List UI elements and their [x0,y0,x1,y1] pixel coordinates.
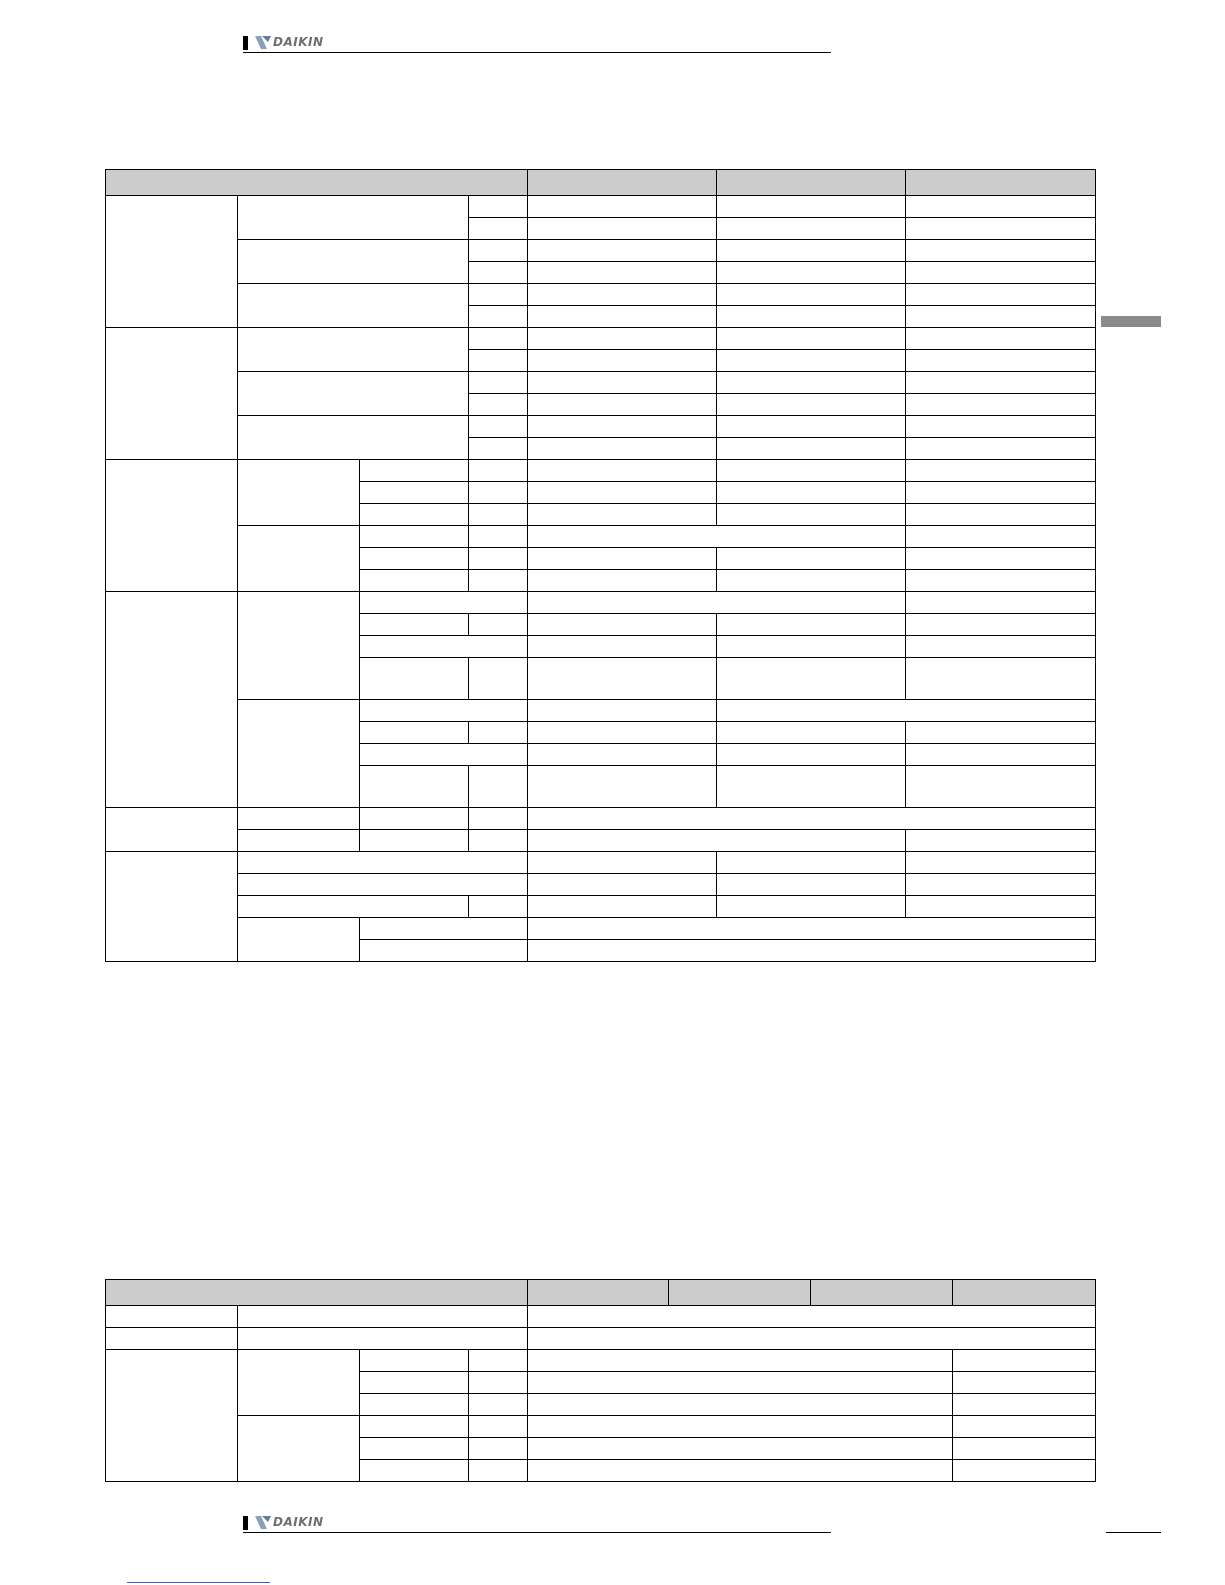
table-header-row [106,170,1096,196]
table-cell [717,766,906,808]
table-cell [360,808,469,830]
table-cell [528,548,717,570]
table-cell [906,830,1096,852]
table-cell [906,394,1096,416]
table-cell [360,1460,469,1482]
table-cell [469,372,528,394]
table-cell [906,722,1096,744]
table-cell [906,262,1096,284]
table-row [106,416,1096,438]
table-row [106,700,1096,722]
table-cell [469,570,528,592]
table-cell [717,570,906,592]
table-cell [717,328,906,350]
table-cell [238,830,360,852]
table-cell [238,240,469,284]
footer-marker [243,1516,248,1530]
daikin-logo-icon [255,36,271,49]
table-cell [238,808,360,830]
table-row [106,1328,1096,1350]
table-cell [360,700,528,722]
table-row [106,592,1096,614]
header-cell [906,170,1096,196]
table-cell [953,1394,1096,1416]
table-cell [528,940,1096,962]
table-cell [528,700,717,722]
table-cell [360,1394,469,1416]
table-cell [953,1350,1096,1372]
table-cell [717,658,906,700]
header-cell [953,1280,1096,1306]
table-cell [528,1438,953,1460]
table-header-row [106,1280,1096,1306]
table-cell [717,744,906,766]
table-cell [469,548,528,570]
table-cell [106,196,238,328]
table-cell [528,1372,953,1394]
table-cell [717,416,906,438]
table-cell [469,284,528,306]
table-cell [469,614,528,636]
table-cell [906,744,1096,766]
table-cell [469,830,528,852]
table-row [106,1350,1096,1372]
table-cell [360,460,469,482]
table-row [106,808,1096,830]
table-cell [106,1328,238,1350]
table-row [106,1416,1096,1438]
table-cell [238,700,360,808]
table-cell [717,482,906,504]
table-cell [906,570,1096,592]
table-cell [717,372,906,394]
table-cell [528,482,717,504]
table-cell [238,918,360,962]
table-cell [717,504,906,526]
table-cell [360,1438,469,1460]
table-cell [360,1350,469,1372]
table-cell [360,636,528,658]
header-cell [528,170,717,196]
table-cell [528,372,717,394]
spec-table-2 [105,1279,1096,1482]
table-cell [906,658,1096,700]
table-row [106,874,1096,896]
header-brand-bar [243,30,831,53]
table-row [106,460,1096,482]
table-cell [906,416,1096,438]
table-cell [717,460,906,482]
table-cell [238,284,469,328]
table-cell [528,460,717,482]
table-row [106,284,1096,306]
table-cell [469,328,528,350]
table-cell [528,1350,953,1372]
header-cell [811,1280,953,1306]
table-row [106,526,1096,548]
table-cell [360,918,528,940]
table-cell [469,416,528,438]
table-cell [906,218,1096,240]
table-cell [528,526,906,548]
table-cell [906,614,1096,636]
table-cell [528,262,717,284]
table-cell [717,614,906,636]
table-cell [238,896,469,918]
table-cell [469,896,528,918]
table-cell [360,570,469,592]
table-cell [360,614,469,636]
table-cell [906,548,1096,570]
table-cell [360,592,528,614]
table-cell [906,350,1096,372]
table-row [106,196,1096,218]
table-cell [106,460,238,592]
table-cell [469,240,528,262]
daikin-logo-icon [255,1516,271,1529]
table-cell [906,874,1096,896]
table-cell [360,504,469,526]
table-cell [528,416,717,438]
table-cell [106,808,238,852]
table-cell [469,1438,528,1460]
table-cell [469,1416,528,1438]
table-cell [360,830,469,852]
spec-table-1 [105,169,1096,962]
table-cell [360,744,528,766]
table-cell [469,438,528,460]
table-cell [469,1460,528,1482]
table-cell [528,306,717,328]
table-cell [717,636,906,658]
table-cell [906,896,1096,918]
table-cell [528,766,717,808]
table-cell [717,394,906,416]
table-row [106,1306,1096,1328]
table-cell [717,874,906,896]
table-cell [906,460,1096,482]
table-cell [717,548,906,570]
chapter-side-tab [1101,316,1161,327]
table-cell [238,1306,528,1328]
table-cell [906,284,1096,306]
table-cell [528,722,717,744]
table-cell [238,852,528,874]
table-cell [469,808,528,830]
table-cell [360,940,528,962]
table-cell [528,658,717,700]
table-cell [528,1416,953,1438]
table-cell [238,1416,360,1482]
table-cell [717,240,906,262]
table-cell [106,592,238,808]
table-cell [238,328,469,372]
table-cell [469,262,528,284]
table-cell [906,482,1096,504]
table-row [106,328,1096,350]
table-cell [469,460,528,482]
header-cell [717,170,906,196]
table-cell [469,504,528,526]
table-cell [906,240,1096,262]
table-cell [238,372,469,416]
table-cell [360,1416,469,1438]
table-cell [906,592,1096,614]
table-cell [717,722,906,744]
table-cell [953,1438,1096,1460]
table-cell [238,592,360,700]
table-cell [469,1394,528,1416]
table-cell [469,1350,528,1372]
table-cell [528,852,717,874]
table-cell [906,328,1096,350]
table-cell [528,1306,1096,1328]
table-cell [717,438,906,460]
table-cell [106,1350,238,1482]
table-cell [469,306,528,328]
table-cell [528,744,717,766]
table-cell [528,504,717,526]
header-cell [528,1280,669,1306]
table-row [106,918,1096,940]
table-cell [528,918,1096,940]
table-cell [528,350,717,372]
table-cell [528,896,717,918]
table-row [106,896,1096,918]
table-cell [360,482,469,504]
table-cell [469,196,528,218]
header-cell [106,1280,528,1306]
table-cell [469,394,528,416]
footer-brand-name: DAIKIN [273,1515,324,1529]
table-cell [717,700,1096,722]
table-cell [906,636,1096,658]
table-cell [528,394,717,416]
table-row [106,852,1096,874]
table-cell [238,460,360,526]
table-cell [360,1372,469,1394]
table-cell [528,830,906,852]
table-cell [238,196,469,240]
table-cell [717,896,906,918]
table-cell [717,852,906,874]
table-cell [469,722,528,744]
table-cell [717,218,906,240]
table-cell [238,526,360,592]
table-cell [360,548,469,570]
table-cell [238,1350,360,1416]
table-row [106,830,1096,852]
table-cell [906,852,1096,874]
table-cell [717,262,906,284]
table-cell [717,350,906,372]
table-cell [469,526,528,548]
table-cell [469,1372,528,1394]
table-cell [528,636,717,658]
table-cell [528,614,717,636]
footer-brand-bar [243,1510,831,1533]
table-cell [528,328,717,350]
table-cell [528,874,717,896]
table-cell [469,658,528,700]
table-cell [528,1394,953,1416]
page-number-rule [1106,1532,1161,1533]
table-cell [360,766,469,808]
header-brand-name: DAIKIN [273,35,324,49]
header-cell [669,1280,811,1306]
table-cell [469,218,528,240]
table-cell [717,284,906,306]
table-cell [906,766,1096,808]
table-cell [528,808,1096,830]
table-cell [238,1328,528,1350]
table-cell [360,658,469,700]
table-cell [528,1460,953,1482]
table-cell [906,306,1096,328]
table-cell [906,196,1096,218]
table-cell [528,570,717,592]
table-cell [106,328,238,460]
table-cell [953,1416,1096,1438]
table-cell [106,852,238,962]
table-cell [528,218,717,240]
table-cell [953,1372,1096,1394]
table-cell [106,1306,238,1328]
table-cell [906,526,1096,548]
table-cell [528,1328,1096,1350]
header-marker [243,36,248,50]
table-cell [469,350,528,372]
table-cell [528,196,717,218]
table-cell [528,240,717,262]
table-cell [528,592,906,614]
table-cell [469,482,528,504]
table-cell [360,526,469,548]
table-cell [906,372,1096,394]
table-cell [528,284,717,306]
table-cell [360,722,469,744]
footer-link[interactable] [127,1582,270,1583]
table-cell [906,504,1096,526]
table-cell [906,438,1096,460]
header-cell [106,170,528,196]
table-cell [953,1460,1096,1482]
table-cell [717,196,906,218]
table-row [106,240,1096,262]
table-cell [717,306,906,328]
table-cell [528,438,717,460]
table-row [106,372,1096,394]
table-cell [238,874,528,896]
table-cell [238,416,469,460]
table-cell [469,766,528,808]
